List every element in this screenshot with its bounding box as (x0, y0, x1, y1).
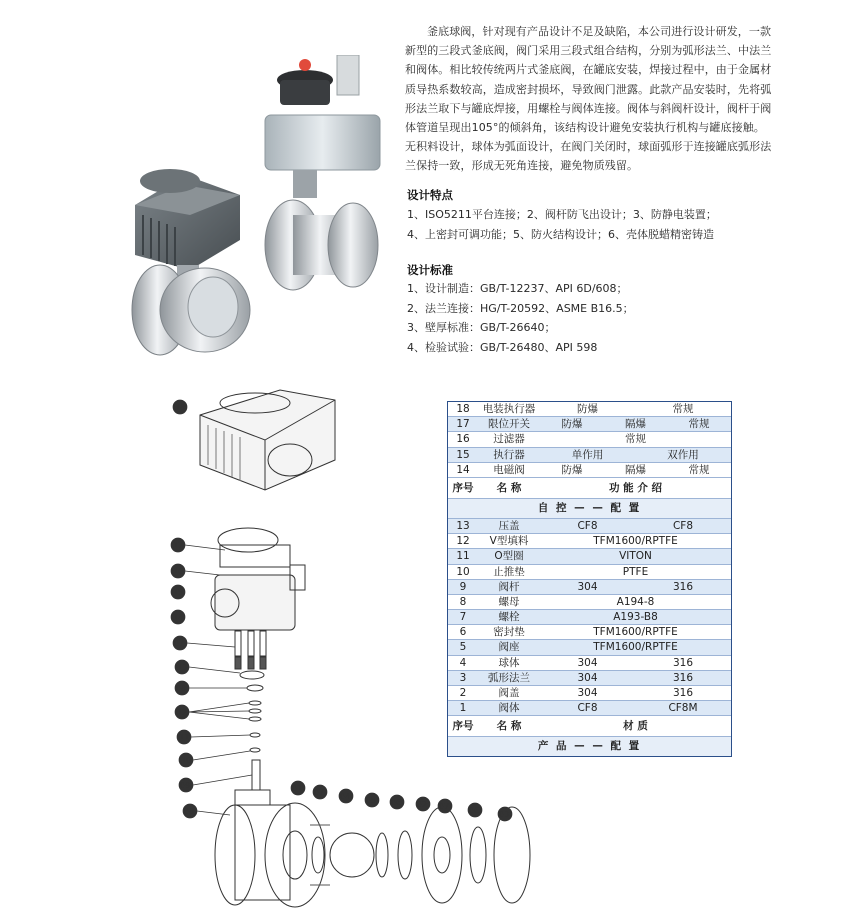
row-value: CF8 (577, 702, 598, 715)
pneumatic-actuator-valve-photo (265, 55, 380, 290)
row-no: 1 (459, 702, 467, 715)
callout-label: 06 (469, 806, 480, 815)
row-no: 9 (459, 580, 467, 593)
callout-label: 07 (314, 788, 325, 797)
row-value: TFM1600/RPTFE (593, 535, 678, 548)
row-no: 15 (456, 448, 470, 461)
row-value: CF8 (672, 519, 694, 532)
row-value: TFM1600/RPTFE (593, 626, 678, 639)
row-name: 螺母 (498, 595, 520, 608)
callout-label: 08 (176, 684, 187, 693)
callout-label: 17 (173, 541, 184, 550)
callout-label: 14 (173, 613, 184, 622)
row-value: CF8 (577, 519, 598, 532)
row-value: 304 (577, 656, 598, 669)
valve-body-drawing (215, 790, 530, 907)
callout-label: 07 (174, 639, 185, 648)
electric-actuator-valve-photo (132, 169, 250, 355)
row-name: 限位开关 (488, 418, 530, 431)
table-row (448, 610, 731, 625)
electric-actuator-drawing (200, 390, 335, 490)
row-value: 304 (577, 687, 598, 699)
callout-label: 07 (439, 802, 450, 811)
callout-label: 01 (292, 784, 303, 793)
row-name: 螺栓 (498, 611, 520, 624)
product-rows (448, 519, 731, 716)
table-row (448, 534, 731, 549)
row-value: A194-8 (616, 595, 655, 608)
row-value: 常规 (625, 433, 646, 446)
callout-label: 02 (417, 800, 428, 809)
row-no: 8 (459, 595, 467, 608)
row-value: 316 (672, 656, 694, 669)
row-name: 执行器 (493, 448, 525, 461)
header-no: 序号 (452, 481, 474, 494)
product-photos (115, 55, 385, 360)
row-name: V型填料 (489, 535, 529, 548)
row-no: 7 (459, 611, 467, 624)
row-value: 隔爆 (625, 418, 646, 431)
standard-line: 1、设计制造：GB/T-12237、API 6D/608； (407, 282, 628, 295)
table-row (448, 463, 731, 478)
standards-title: 设计标准 (407, 263, 453, 277)
header-no: 序号 (452, 720, 474, 733)
callout-label: 04 (340, 792, 351, 801)
row-no: 12 (456, 535, 470, 548)
row-value: 316 (672, 580, 694, 593)
stem-parts-drawing (235, 631, 266, 790)
table-row (448, 671, 731, 686)
features-title: 设计特点 (407, 188, 453, 202)
row-no: 16 (456, 433, 470, 446)
header-material: 材 质 (623, 720, 648, 733)
row-value: 隔爆 (625, 463, 646, 476)
table-row (448, 432, 731, 447)
standard-line: 2、法兰连接：HG/T-20592、ASME B16.5； (407, 301, 634, 315)
callout-label: 05 (366, 796, 377, 805)
table-row (448, 549, 731, 564)
row-name: 密封垫 (493, 626, 525, 639)
standards-list (407, 279, 634, 357)
row-no: 2 (459, 687, 467, 699)
section-title: 产 品 — — 配 置 (448, 737, 731, 756)
callout-label: 16 (173, 567, 184, 576)
row-no: 17 (456, 418, 470, 431)
row-value: 316 (672, 687, 694, 699)
row-value: 316 (672, 671, 694, 684)
callout-label: 08 (184, 807, 195, 816)
row-name: 止推垫 (493, 565, 525, 578)
row-value: 防爆 (577, 403, 598, 415)
table-row (448, 417, 731, 432)
row-no: 13 (456, 519, 470, 532)
callout-label: 11 (179, 733, 190, 742)
table-row (448, 640, 731, 655)
callout-label: 15 (173, 588, 184, 597)
table-header (448, 716, 731, 737)
row-name: 过滤器 (493, 433, 525, 446)
row-no: 11 (456, 550, 470, 563)
row-value: PTFE (622, 565, 649, 578)
row-value: 常规 (672, 403, 694, 415)
row-name: 电装执行器 (482, 403, 536, 415)
callout-label: 13 (177, 663, 188, 672)
header-name: 名 称 (496, 481, 522, 494)
standard-line: 3、壁厚标准：GB/T-26640； (407, 321, 556, 334)
row-value: 304 (577, 580, 598, 593)
header-name: 名 称 (496, 720, 522, 733)
pneumatic-actuator-drawing (211, 528, 305, 630)
table-row (448, 402, 731, 417)
table-row (448, 519, 731, 534)
row-value: 防爆 (561, 463, 583, 476)
callout-label: 18 (175, 403, 186, 412)
callout-label: 03 (499, 810, 510, 819)
table-row (448, 701, 731, 716)
row-value: 常规 (688, 418, 710, 431)
table-row (448, 686, 731, 701)
spec-table (447, 401, 732, 757)
row-name: 球体 (498, 656, 520, 669)
row-name: 电磁阀 (493, 463, 525, 476)
row-value: CF8M (668, 702, 698, 715)
row-no: 14 (456, 463, 470, 476)
row-value: A193-B8 (613, 611, 658, 624)
row-value: 常规 (688, 463, 710, 476)
feature-line: 4、上密封可调功能；5、防火结构设计；6、壳体脱蜡精密铸造 (407, 227, 714, 241)
product-description: 釜底球阀，针对现有产品设计不足及缺陷，本公司进行设计研发，一款新型的三段式釜底阀，阀门采用三段式组合结构，分别为弧形法兰、中法兰和阀体。相比较传统两片式釜底阀，在罐底安装，焊接过程中，由于金属材质导热系数较高，造成密封损坏，导致阀门泄露。此款产品安装时，先将弧形法兰取下与罐底焊接，用螺栓与阀体连接。阀体与斜阀杆设计，阀杆于阀体管道呈现出105°的倾斜角，该结构设计避免安装执行机构与罐底接触。无积料设计，球体为弧面设计，在阀门关闭时，球面弧形于连接罐底弧形法兰保持一致，形成无死角连接，避免物质残留。 (405, 25, 772, 173)
table-row (448, 448, 731, 463)
row-no: 4 (459, 656, 467, 669)
row-no: 6 (459, 626, 467, 639)
row-name: O型圈 (494, 550, 524, 563)
header-func: 功 能 介 绍 (609, 481, 662, 494)
feature-line: 1、ISO5211平台连接；2、阀杆防飞出设计；3、防静电装置； (407, 208, 717, 221)
section-title: 自 控 — — 配 置 (448, 499, 731, 519)
row-name: 阀盖 (498, 687, 520, 699)
features-list (407, 205, 717, 244)
callout-label: 09 (180, 781, 191, 790)
row-value: 304 (577, 671, 598, 684)
row-no: 5 (459, 641, 467, 654)
row-name: 阀体 (498, 702, 520, 715)
row-value: VITON (619, 550, 652, 563)
callout-label: 10 (181, 756, 192, 765)
row-value: TFM1600/RPTFE (593, 641, 678, 654)
standard-line: 4、检验试验：GB/T-26480、API 598 (407, 340, 598, 354)
table-row (448, 565, 731, 580)
row-value: 双作用 (667, 448, 699, 461)
callout-label: 12 (177, 708, 188, 717)
row-name: 压盖 (498, 519, 520, 532)
row-name: 阀杆 (498, 580, 520, 593)
row-name: 弧形法兰 (488, 671, 530, 684)
row-no: 10 (456, 565, 470, 578)
row-no: 18 (456, 403, 470, 415)
table-row (448, 625, 731, 640)
row-value: 防爆 (561, 418, 583, 431)
table-row (448, 595, 731, 610)
table-row (448, 656, 731, 671)
row-name: 阀座 (498, 641, 520, 654)
table-row (448, 580, 731, 595)
callout-label: 06 (391, 798, 402, 807)
row-value: 单作用 (571, 448, 604, 461)
table-header (448, 478, 731, 499)
row-no: 3 (459, 671, 467, 684)
